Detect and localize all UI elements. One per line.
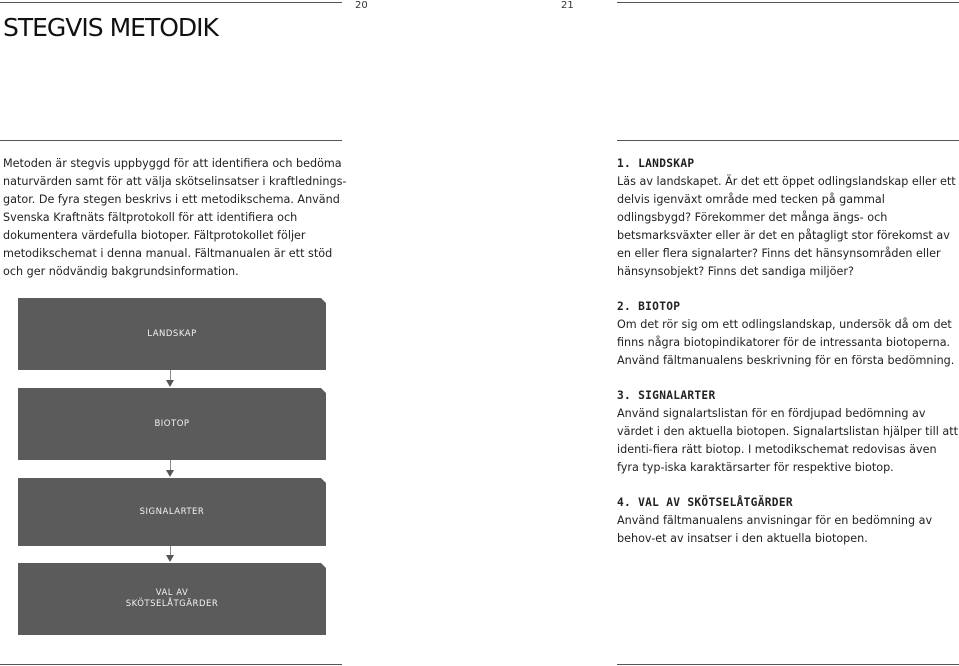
step-landskap: [617, 155, 959, 281]
flow-label-biotop: BIOTOP: [154, 418, 190, 429]
section-rule-left: [0, 140, 342, 141]
step-text: Använd signalartslistan för en fördjupad bedömning av värdet i den aktuella biotopen. Signalartslistan hjälper till att identi-fiera rätt biotop. I metodikschemat redovisas även fyra typ-iska karaktärsarter för respektive biotop.: [617, 407, 959, 474]
step-heading: 3. SIGNALARTER: [617, 389, 716, 402]
arrow-down-icon: [166, 380, 174, 387]
flow-box-signalarter: [18, 478, 326, 546]
step-val-av-skotselatgarder: [617, 494, 959, 548]
intro-paragraph: [3, 155, 348, 281]
page-number-left: 20: [355, 0, 368, 11]
top-rule-right: [617, 2, 959, 3]
bottom-rule-left: [0, 664, 342, 665]
flow-label-signalarter: SIGNALARTER: [139, 506, 205, 517]
step-text: Om det rör sig om ett odlingslandskap, undersök då om det finns några biotopindikatorer för de intressanta biotoperna. Använd fältmanualens beskrivning för en första bedömning.: [617, 318, 955, 367]
page-title: STEGVIS METODIK: [3, 13, 218, 42]
steps-list: [617, 155, 959, 565]
page-number-right: 21: [561, 0, 574, 11]
flow-label-landskap: LANDSKAP: [147, 328, 197, 339]
arrow-down-icon: [166, 555, 174, 562]
step-signalarter: [617, 387, 959, 477]
bottom-rule-right: [617, 664, 959, 665]
flow-box-landskap: [18, 298, 326, 370]
flow-box-val-av-skotselatgarder: [18, 563, 326, 635]
step-heading: 2. BIOTOP: [617, 300, 681, 313]
flow-box-biotop: [18, 388, 326, 460]
step-text: Använd fältmanualens anvisningar för en bedömning av behov-et av insatser i den aktuella biotopen.: [617, 514, 933, 545]
intro-text: Metoden är stegvis uppbyggd för att identifiera och bedöma naturvärden samt för att välja skötselinsatser i kraftlednings-gator. De fyra stegen beskrivs i ett metodikschema. Använd Svenska Kraftnäts fältprotokoll för att identifiera och dokumentera värdefulla biotoper. Fältprotokollet följer metodikschemat i denna manual. Fältmanualen är ett stöd och ger nödvändig bakgrundsinformation.: [3, 157, 347, 278]
arrow-down-icon: [166, 470, 174, 477]
step-text: Läs av landskapet. Är det ett öppet odlingslandskap eller ett delvis igenväxt område med tecken på gammal odlingsbygd? Förekommer det många ängs- och betsmarksväxter eller är det en påtagligt stor förekomst av en eller flera signalarter? Finns det hänsynsområden eller hänsynsobjekt? Finns det sandiga miljöer?: [617, 175, 956, 278]
step-heading: 4. VAL AV SKÖTSELÅTGÄRDER: [617, 496, 793, 509]
step-biotop: [617, 298, 959, 370]
flow-label-skotselatgarder: SKÖTSELÅTGÄRDER: [125, 599, 219, 609]
step-heading: 1. LANDSKAP: [617, 157, 695, 170]
top-rule-left: [0, 2, 342, 3]
section-rule-right: [617, 140, 959, 141]
flow-label-val-av: VAL AV: [155, 588, 189, 598]
